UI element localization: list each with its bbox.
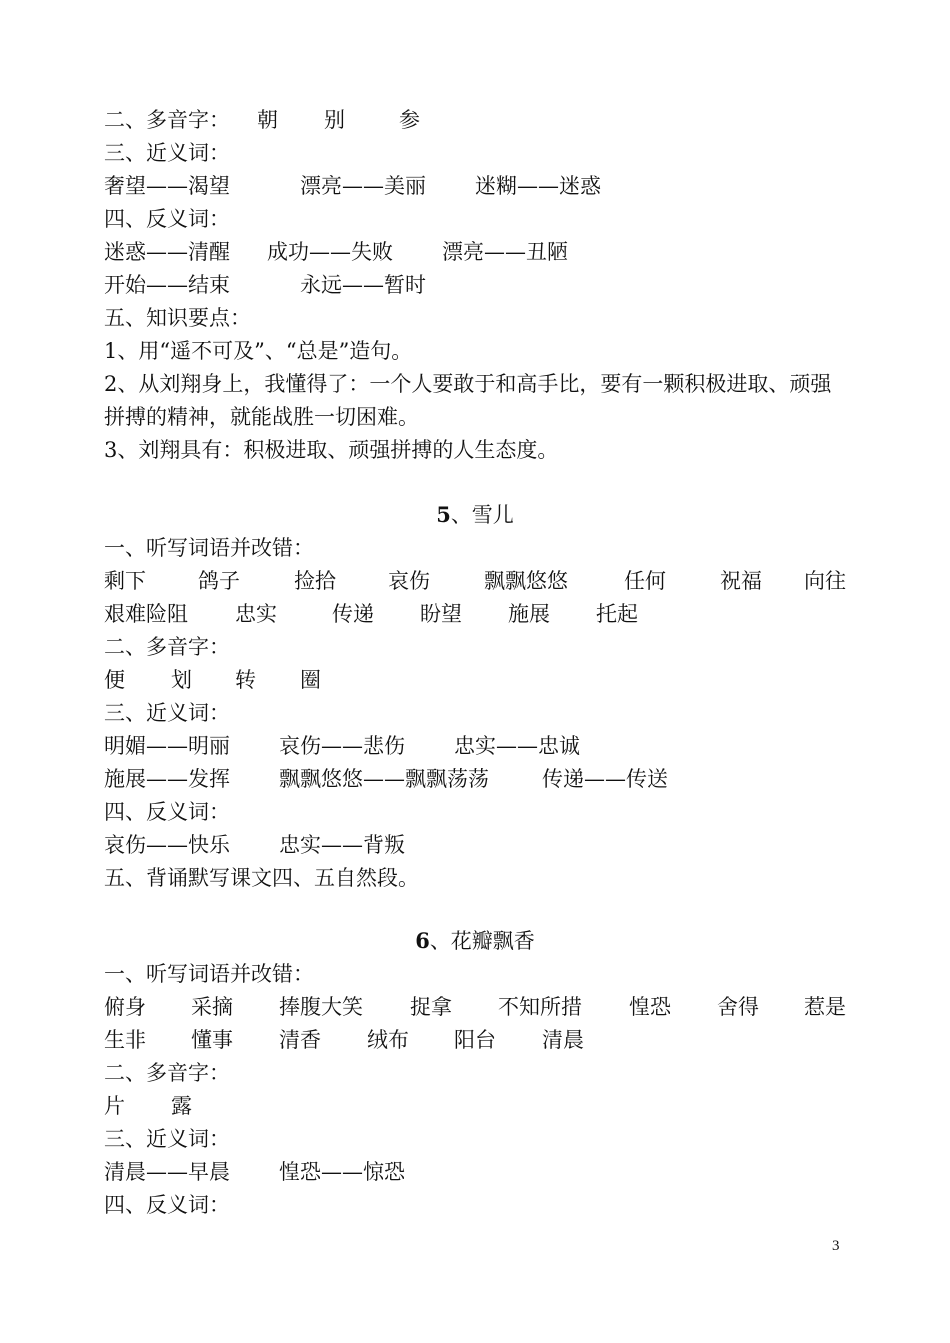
polyphone-char: 参 [399,108,420,132]
section6-polyphone-heading: 二、多音字： [104,1061,230,1085]
dictation-word: 盼望 [420,602,462,626]
dictation-word: 绒布 [367,1028,409,1052]
dictation-word: 舍得 [717,995,759,1019]
section5-synonym-heading: 三、近义词： [104,701,230,725]
dictation-word: 不知所措 [498,995,582,1019]
polyphone-char: 圈 [300,668,321,692]
dictation-word: 托起 [596,602,638,626]
polyphone-char: 露 [171,1094,192,1118]
section5-recitation-task: 五、背诵默写课文四、五自然段。 [104,866,419,890]
dictation-word: 捧腹大笑 [279,995,363,1019]
dictation-word: 生非 [104,1028,146,1052]
dictation-word: 采摘 [191,995,233,1019]
key-point: 1、用“遥不可及”、“总是”造句。 [104,339,413,363]
synonym-pair: 哀伤——悲伤 [279,734,405,758]
antonym-pair: 成功——失败 [267,240,393,264]
dictation-word: 清香 [279,1028,321,1052]
dictation-word: 懂事 [191,1028,233,1052]
section6-synonym-heading: 三、近义词： [104,1127,230,1151]
dictation-word: 捉拿 [410,995,452,1019]
section5-title-number: 5 [436,502,451,527]
section4-polyphone-heading: 二、多音字： [104,108,230,132]
dictation-word: 任何 [624,569,666,593]
antonym-pair: 哀伤——快乐 [104,833,230,857]
polyphone-char: 便 [104,668,125,692]
antonym-pair: 开始——结束 [104,273,230,297]
synonym-pair: 飘飘悠悠——飘飘荡荡 [279,767,489,791]
section4-synonym-heading: 三、近义词： [104,141,230,165]
section5-antonym-heading: 四、反义词： [104,800,230,824]
dictation-word: 艰难险阻 [104,602,188,626]
polyphone-char: 转 [235,668,256,692]
synonym-pair: 惶恐——惊恐 [279,1160,405,1184]
polyphone-char: 别 [324,108,345,132]
dictation-word: 俯身 [104,995,146,1019]
section5-dictation-heading: 一、听写词语并改错： [104,536,314,560]
antonym-pair: 忠实——背叛 [279,833,405,857]
dictation-word: 剩下 [104,569,146,593]
polyphone-char: 划 [171,668,192,692]
synonym-pair: 传递——传送 [542,767,668,791]
synonym-pair: 施展——发挥 [104,767,230,791]
section4-key-points-heading: 五、知识要点： [104,306,251,330]
polyphone-char: 朝 [257,108,278,132]
antonym-pair: 漂亮——丑陋 [442,240,568,264]
dictation-word: 飘飘悠悠 [484,569,568,593]
synonym-pair: 奢望——渴望 [104,174,230,198]
page-number: 3 [832,1238,840,1254]
dictation-word: 向往 [804,569,846,593]
section5-title-text: 、雪儿 [450,503,514,527]
synonym-pair: 明媚——明丽 [104,734,230,758]
dictation-word: 阳台 [454,1028,496,1052]
dictation-word: 忠实 [235,602,277,626]
section6-title-number: 6 [415,928,430,953]
dictation-word: 哀伤 [388,569,430,593]
section6-title [0,926,950,956]
dictation-word: 惶恐 [629,995,671,1019]
key-point: 3、刘翔具有：积极进取、顽强拼搏的人生态度。 [104,438,559,462]
section5-polyphone-heading: 二、多音字： [104,635,230,659]
key-point: 2、从刘翔身上，我懂得了：一个人要敢于和高手比，要有一颗积极进取、顽强 [104,372,832,396]
dictation-word: 施展 [508,602,550,626]
dictation-word: 祝福 [720,569,762,593]
dictation-word: 清晨 [542,1028,584,1052]
section5-title [0,500,950,530]
dictation-word: 传递 [332,602,374,626]
dictation-word: 捡拾 [294,569,336,593]
dictation-word: 惹是 [804,995,846,1019]
dictation-word: 鸽子 [198,569,240,593]
antonym-pair: 迷惑——清醒 [104,240,230,264]
synonym-pair: 忠实——忠诚 [454,734,580,758]
synonym-pair: 清晨——早晨 [104,1160,230,1184]
synonym-pair: 漂亮——美丽 [300,174,426,198]
section6-antonym-heading: 四、反义词： [104,1193,230,1217]
key-point-continued: 拼搏的精神，就能战胜一切困难。 [104,405,419,429]
antonym-pair: 永远——暂时 [300,273,426,297]
polyphone-char: 片 [104,1094,125,1118]
synonym-pair: 迷糊——迷惑 [475,174,601,198]
section4-antonym-heading: 四、反义词： [104,207,230,231]
section6-title-text: 、花瓣飘香 [429,929,535,953]
section6-dictation-heading: 一、听写词语并改错： [104,962,314,986]
